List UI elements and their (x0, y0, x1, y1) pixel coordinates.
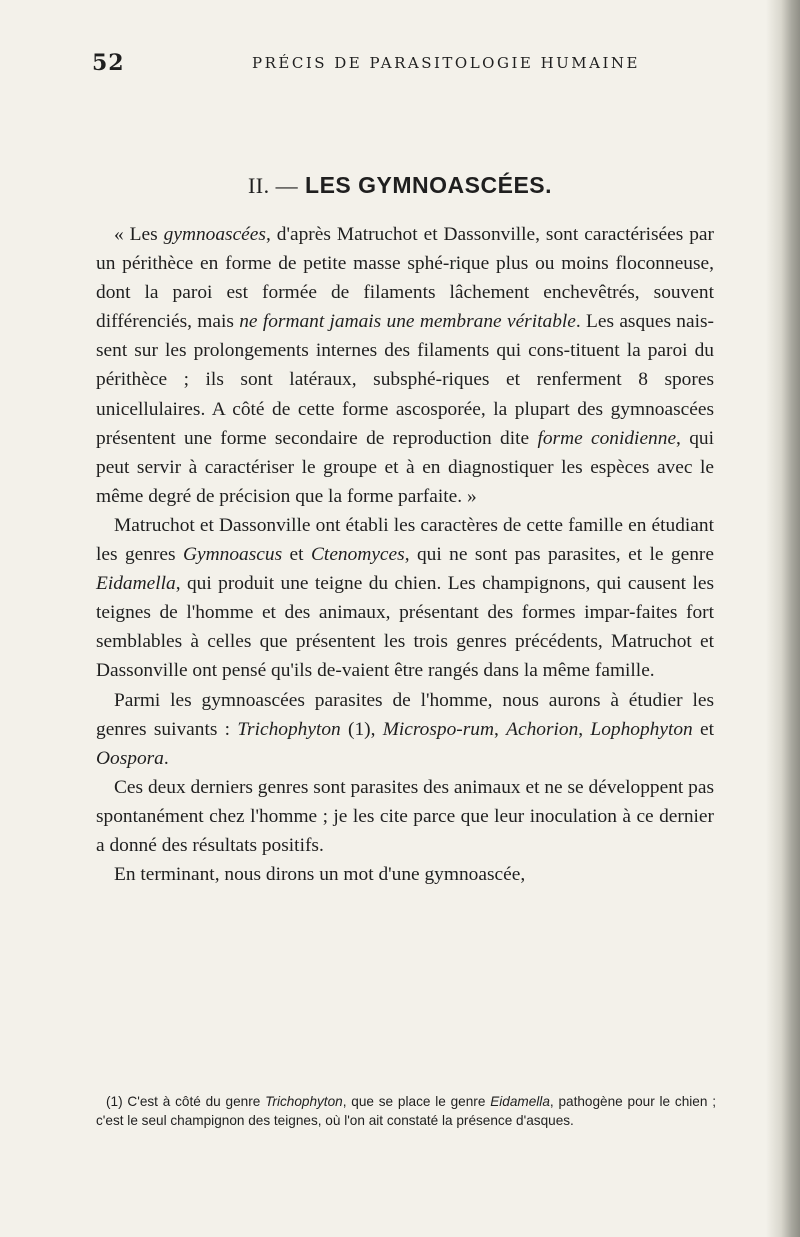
italic-term: Achorion (506, 718, 579, 740)
text-run: , que se place le genre (342, 1094, 491, 1109)
text-run: . Les asques nais-sent sur les prolongements internes des filaments qui cons-tituent la paroi du périthèce ; ils sont latéraux, subsphé-riques et renferment 8 spores unicellulaires. A côté de cette forme ascosporée, la plupart des gymnoascées présentent une forme secondaire de reproduction dite (96, 311, 715, 449)
italic-term: Gymnoascus (183, 544, 283, 566)
text-run: et (692, 718, 714, 740)
text-run: (1), (340, 718, 383, 740)
text-run: , qui peut servir à caractériser le groupe et à en diagnostiquer les espèces avec le même degré de précision que la forme parfaite. » (96, 427, 714, 507)
italic-term: ne formant jamais une membrane véritable (239, 311, 576, 333)
text-run: , d'après Matruchot et Dassonville, sont caractérisées par un périthèce en forme de petite masse sphé-rique plus ou moins floconneuse, dont la paroi est formée de filaments lâchement enchevêtrés, souvent différenciés, mais (96, 224, 714, 333)
text-run: , qui ne sont pas parasites, et le genre (404, 544, 715, 566)
text-run: , pathogène pour le chien ; c'est le seul champignon des teignes, où l'on ait constaté la présence d'asques. (96, 1094, 717, 1128)
text-run: « Les (114, 224, 164, 245)
text-run: , (494, 718, 507, 740)
paragraph-3 (96, 686, 714, 773)
text-run: (1) C'est à côté du genre (106, 1094, 266, 1109)
running-head: PRÉCIS DE PARASITOLOGIE HUMAINE (252, 54, 641, 72)
page-number: 52 (92, 50, 125, 76)
italic-term: Trichophyton (237, 718, 341, 740)
text-run: Ces deux derniers genres sont parasites des animaux et ne se développent pas spontanément chez l'homme ; je les cite parce que leur inoculation à ce dernier a donné des résultats positifs. (96, 776, 714, 856)
italic-term: forme conidienne (537, 427, 677, 449)
page-edge-shadow (766, 0, 800, 1237)
page-header (92, 50, 712, 80)
italic-term: Microspo-rum (382, 718, 495, 740)
paragraph-5 (96, 860, 714, 889)
section-number: II. — (247, 173, 299, 198)
paragraph-1 (96, 220, 714, 511)
italic-term: Lophophyton (590, 718, 693, 740)
section-title: LES GYMNOASCÉES. (305, 172, 553, 198)
body-text (96, 220, 714, 889)
text-run: . (163, 747, 169, 769)
footnotes (96, 1092, 716, 1130)
italic-term: Ctenomyces (311, 544, 405, 566)
text-run: et (282, 544, 311, 566)
italic-term: Trichophyton (265, 1094, 343, 1109)
italic-term: gymnoascées (163, 224, 266, 245)
italic-term: Eidamella (96, 573, 176, 595)
text-run: , (578, 718, 591, 740)
paragraph-2 (96, 511, 714, 686)
footnote-1 (96, 1092, 716, 1130)
italic-term: Eidamella (490, 1094, 550, 1109)
paragraph-4 (96, 773, 714, 860)
italic-term: Oospora (96, 747, 164, 769)
text-run: En terminant, nous dirons un mot d'une gymnoascée, (114, 864, 526, 886)
text-run: Parmi les gymnoascées parasites de l'homme, nous aurons à étudier les genres suivants : (96, 689, 714, 740)
section-heading (0, 172, 800, 199)
text-run: , qui produit une teigne du chien. Les champignons, qui causent les teignes de l'homme et des animaux, présentant des formes impar-faites fort semblables à celles que présentent les trois genres précédents, Matruchot et Dassonville ont pensé qu'ils de-vaient être rangés dans la même famille. (96, 573, 714, 682)
text-run: Matruchot et Dassonville ont établi les caractères de cette famille en étudiant les genres (96, 514, 714, 566)
